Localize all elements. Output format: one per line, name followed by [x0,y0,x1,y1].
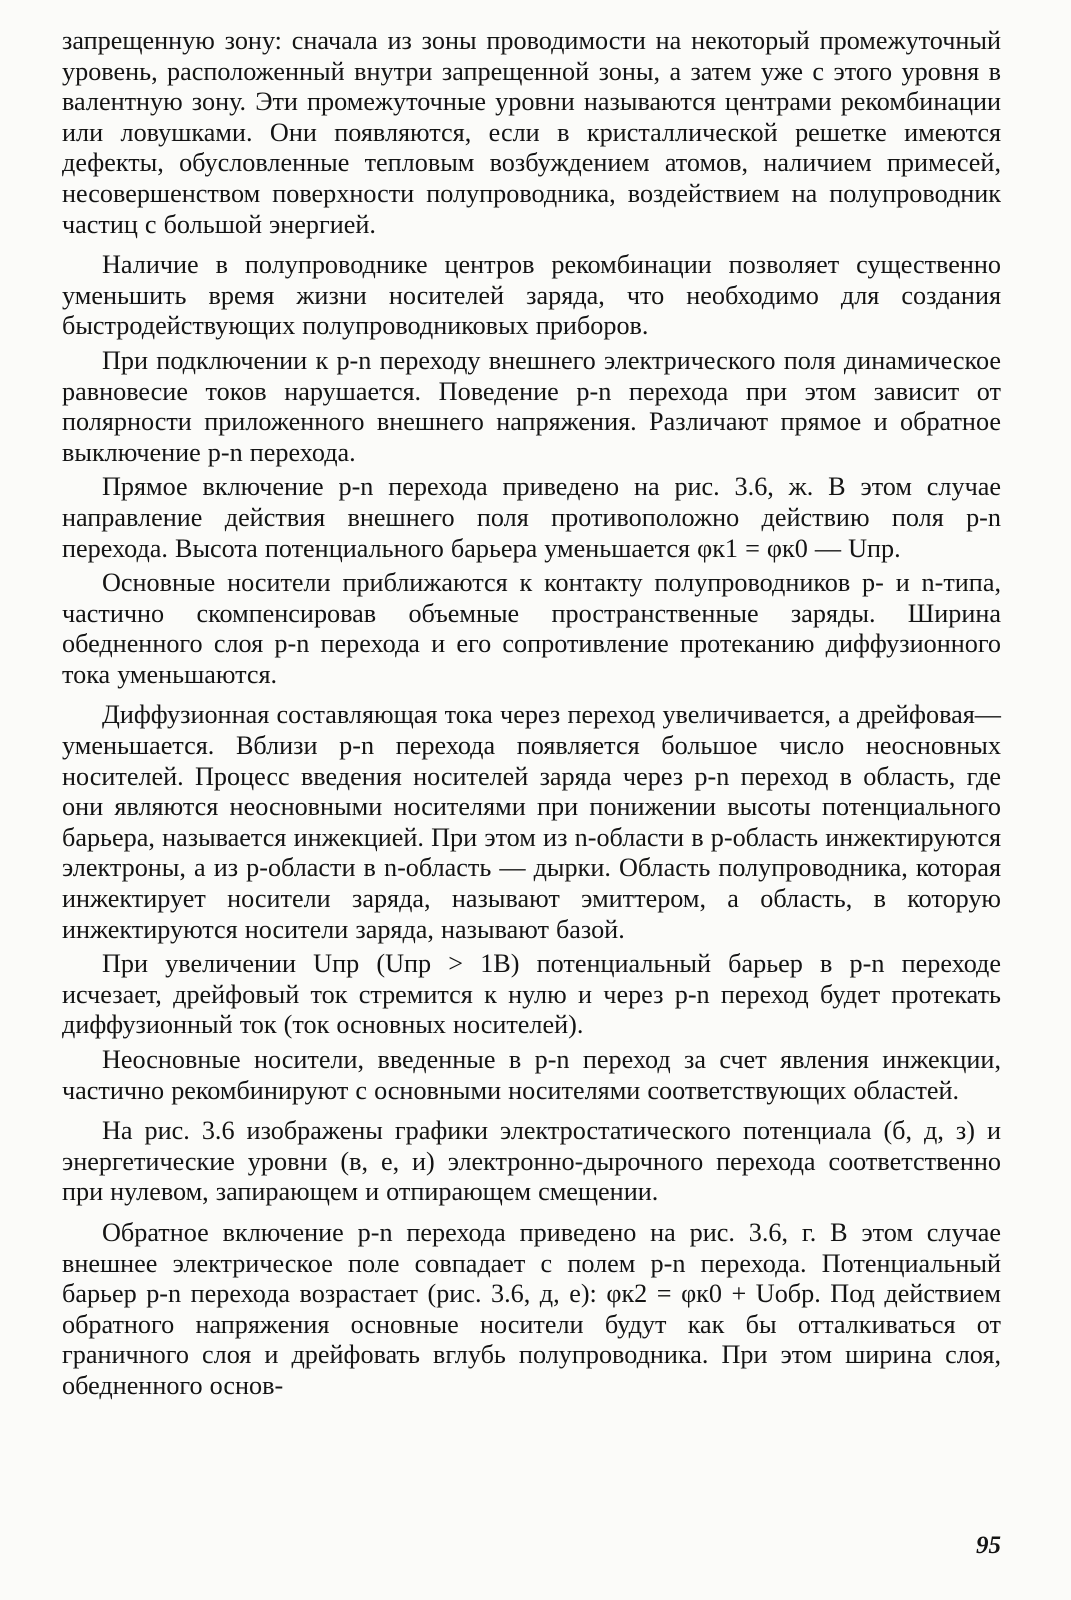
paragraph-figure-description: На рис. 3.6 изображены графики электростатического потенциала (б, д, з) и энергетические уровни (в, е, и) электронно-дырочного перехода соответственно при нулевом, запирающем и отпирающем смещении. [62,1116,1001,1207]
paragraph-barrier-vanishes: При увеличении Uпр (Uпр > 1В) потенциальный барьер в p-n переходе исчезает, дрейфовый ток стремится к нулю и через p-n переход будет протекать диффузионный ток (ток основных носителей). [62,949,1001,1040]
paragraph-external-field: При подключении к p-n переходу внешнего электрического поля динамическое равновесие токов нарушается. Поведение p-n перехода при этом зависит от полярности приложенного внешнего напряжения. Различают прямое и обратное выключение p-n перехода. [62,345,1001,467]
paragraph-minority-recombination: Неосновные носители, введенные в p-n переход за счет явления инжекции, частично рекомбинируют с основными носителями соответствующих областей. [62,1045,1001,1105]
paragraph-majority-carriers: Основные носители приближаются к контакту полупроводников p- и n-типа, частично скомпенсировав объемные пространственные заряды. Ширина обедненного слоя p-n перехода и его сопротивление протеканию диффузионного тока уменьшаются. [62,568,1001,689]
paragraph-recombination-centers: запрещенную зону: сначала из зоны проводимости на некоторый промежуточный уровень, расположенный внутри запрещенной зоны, а затем уже с этого уровня в валентную зону. Эти промежуточные уровни называются центрами рекомбинации или ловушками. Они появляются, если в кристаллической решетке имеются дефекты, обусловленные тепловым возбуждением атомов, наличием примесей, несовершенством поверхности полупроводника, воздействием на полупроводник частиц с большой энергией. [62,26,1001,239]
paragraph-forward-bias: Прямое включение p-n перехода приведено на рис. 3.6, ж. В этом случае направление действия внешнего поля противоположно действию поля p-n перехода. Высота потенциального барьера уменьшается φк1 = φк0 — Uпр. [62,472,1001,563]
paragraph-injection: Диффузионная составляющая тока через переход увеличивается, а дрейфовая—уменьшается. Вблизи p-n перехода появляется большое число неосновных носителей. Процесс введения носителей заряда через p-n переход в область, где они являются неосновными носителями при понижении высоты потенциального барьера, называется инжекцией. При этом из n-области в p-область инжектируются электроны, а из p-области в n-область — дырки. Область полупроводника, которая инжектирует носители заряда, называют эмиттером, а область, в которую инжектируются носители заряда, называют базой. [62,700,1001,944]
paragraph-lifetime-reduction: Наличие в полупроводнике центров рекомбинации позволяет существенно уменьшить время жизни носителей заряда, что необходимо для создания быстродействующих полупроводниковых приборов. [62,250,1001,341]
paragraph-reverse-bias: Обратное включение p-n перехода приведено на рис. 3.6, г. В этом случае внешнее электрическое поле совпадает с полем p-n перехода. Потенциальный барьер p-n перехода возрастает (рис. 3.6, д, е): φк2 = φк0 + Uобр. Под действием обратного напряжения основные носители будут как бы отталкиваться от граничного слоя и дрейфовать вглубь полупроводника. При этом ширина слоя, обедненного основ- [62,1217,1001,1400]
page-number: 95 [976,1532,1001,1559]
